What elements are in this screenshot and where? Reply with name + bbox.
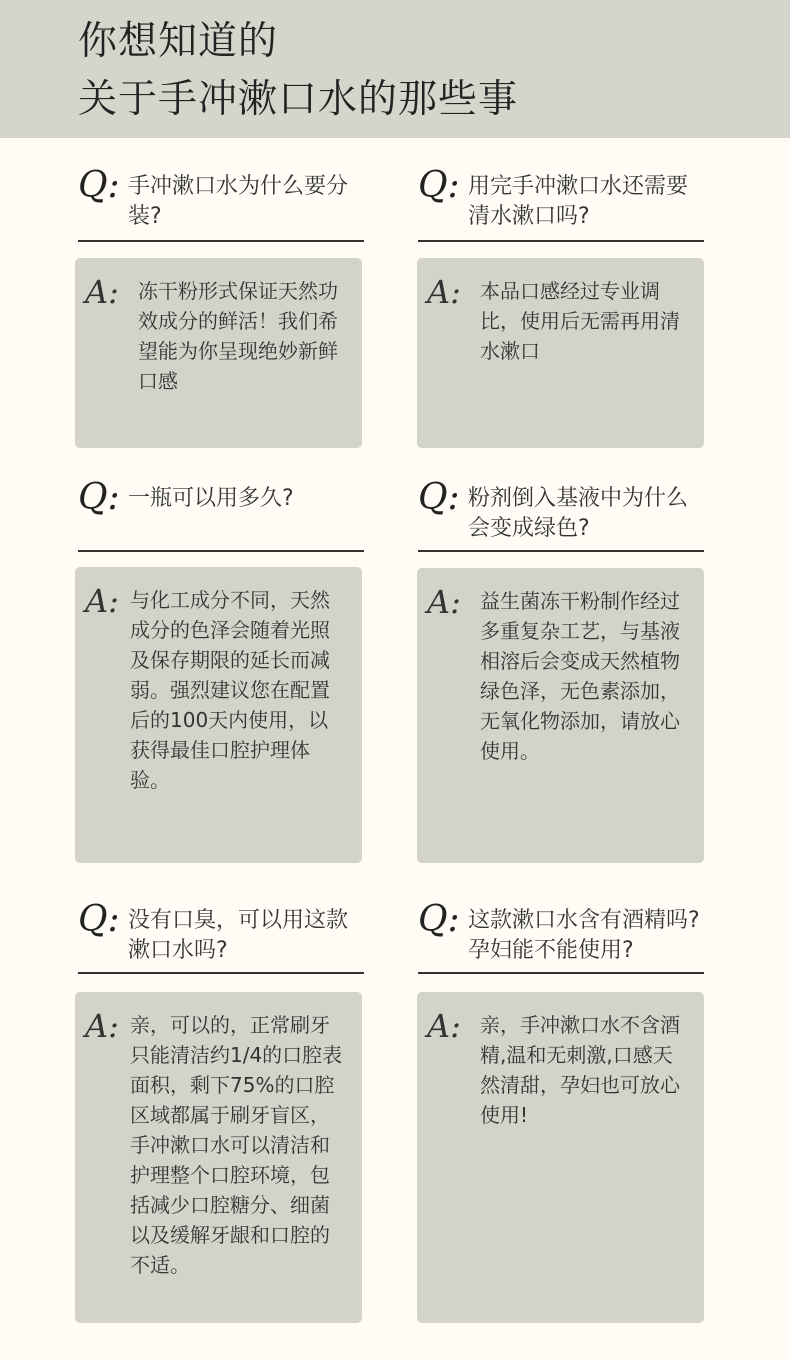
question-mark-label: Q: — [78, 477, 120, 518]
faq-answer-1 — [75, 258, 362, 448]
faq-question-3 — [78, 477, 364, 554]
answer-text: 益生菌冻干粉制作经过多重复杂工艺，与基液相溶后会变成天然植物绿色泽，无色素添加，无氧化物添加，请放心使用。 — [480, 589, 680, 763]
faq-question-2 — [418, 165, 704, 244]
question-mark-label: Q: — [78, 165, 120, 206]
question-mark-label: Q: — [418, 477, 460, 518]
question-mark-label: Q: — [418, 899, 460, 940]
question-text: 这款漱口水含有酒精吗? 孕妇能不能使用? — [468, 908, 700, 963]
answer-mark-label: A: — [427, 1007, 461, 1045]
divider — [418, 972, 704, 974]
faq-answer-4 — [417, 568, 704, 863]
faq-answer-2 — [417, 258, 704, 448]
header-title-line2: 关于手冲漱口水的那些事 — [78, 77, 519, 122]
answer-mark-label: A: — [85, 1007, 119, 1045]
divider — [78, 550, 364, 552]
answer-mark-label: A: — [427, 583, 461, 621]
faq-answer-5 — [75, 992, 362, 1323]
page-header — [0, 0, 790, 138]
header-title-line1: 你想知道的 — [78, 19, 279, 64]
answer-text: 亲，手冲漱口水不含酒精,温和无刺激,口感天然清甜，孕妇也可放心使用! — [480, 1013, 680, 1127]
question-text: 手冲漱口水为什么要分装? — [128, 174, 349, 229]
faq-question-5 — [78, 899, 364, 976]
question-text: 用完手冲漱口水还需要清水漱口吗? — [468, 174, 689, 229]
answer-text: 亲，可以的，正常刷牙只能清洁约1/4的口腔表面积，剩下75%的口腔区域都属于刷牙盲区，手冲漱口水可以清洁和护理整个口腔环境，包括减少口腔糖分、细菌以及缓解牙龈和口腔的不适。 — [130, 1013, 343, 1277]
answer-text: 本品口感经过专业调比，使用后无需再用清水漱口 — [480, 279, 680, 363]
question-text: 没有口臭，可以用这款漱口水吗? — [128, 908, 349, 963]
faq-answer-3 — [75, 567, 362, 863]
question-text: 粉剂倒入基液中为什么会变成绿色? — [468, 486, 689, 541]
question-mark-label: Q: — [418, 165, 460, 206]
answer-text: 冻干粉形式保证天然功效成分的鲜活！我们希望能为你呈现绝妙新鲜口感 — [138, 279, 338, 393]
faq-question-1 — [78, 165, 364, 244]
faq-answer-6 — [417, 992, 704, 1323]
faq-question-6 — [418, 899, 704, 976]
faq-question-4 — [418, 477, 704, 554]
answer-mark-label: A: — [85, 582, 119, 620]
divider — [78, 972, 364, 974]
question-text: 一瓶可以用多久? — [128, 486, 294, 511]
divider — [78, 240, 364, 242]
question-mark-label: Q: — [78, 899, 120, 940]
answer-text: 与化工成分不同，天然成分的色泽会随着光照及保存期限的延长而减弱。强烈建议您在配置后的100天内使用，以获得最佳口腔护理体验。 — [130, 588, 330, 792]
answer-mark-label: A: — [85, 273, 119, 311]
divider — [418, 240, 704, 242]
divider — [418, 550, 704, 552]
answer-mark-label: A: — [427, 273, 461, 311]
